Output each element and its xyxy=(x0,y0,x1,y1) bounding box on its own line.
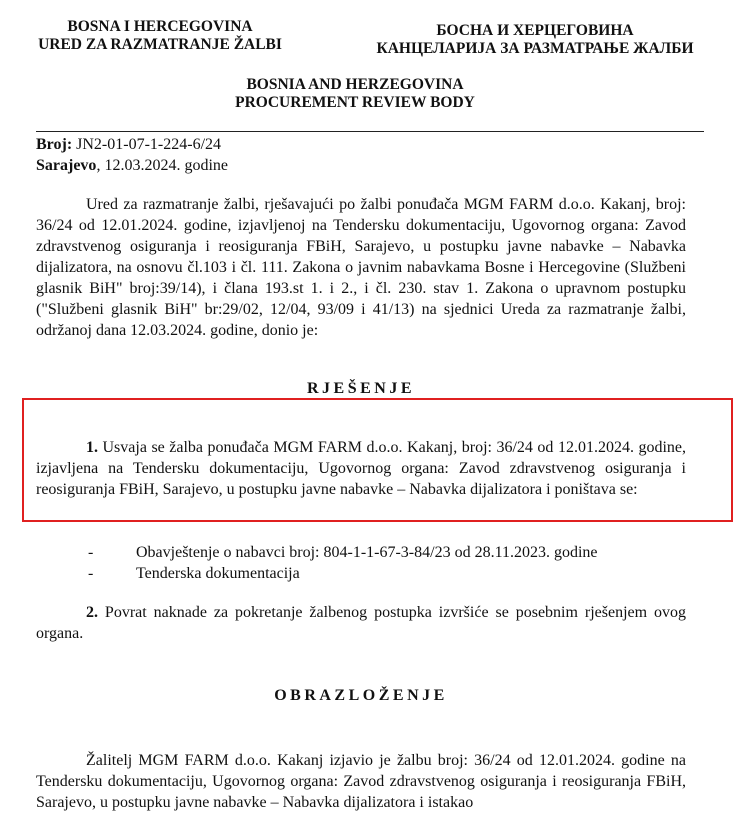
reference-value: JN2-01-07-1-224-6/24 xyxy=(72,136,222,153)
reference-label: Broj: xyxy=(36,136,73,153)
explanation-title: OBRAZLOŽENJE xyxy=(274,687,448,704)
header-left xyxy=(30,18,290,54)
header-left-office: URED ZA RAZMATRANJE ŽALBI xyxy=(38,36,282,53)
list-item xyxy=(88,542,688,563)
header-right xyxy=(365,22,705,58)
item-2-text: Povrat naknade za pokretanje žalbenog postupka izvršiće se posebnim rješenjem ovog organa. xyxy=(36,604,686,642)
explanation-paragraph: Žalitelj MGM FARM d.o.o. Kakanj izjavio je žalbu broj: 36/24 od 12.01.2024. godine na Tendersku dokumentaciju, Ugovornog organa: Zavod zdravstvenog osiguranja i reosiguranja FBiH, Sarajevo, u postupku javne nabavke – Nabavka dijalizatora i istakao xyxy=(36,752,686,811)
header-right-country: БОСНА И ХЕРЦЕГОВИНА xyxy=(436,22,634,39)
list-item-text: Tenderska dokumentacija xyxy=(136,565,300,582)
list-item-text: Obavještenje o nabavci broj: 804-1-1-67-3-84/23 od 28.11.2023. godine xyxy=(136,544,598,561)
list-item xyxy=(88,563,688,584)
header-divider xyxy=(36,131,704,132)
place-label: Sarajevo xyxy=(36,157,97,174)
bullet-dash: - xyxy=(88,544,94,561)
header-center xyxy=(190,76,520,112)
reference-number xyxy=(36,134,228,155)
item-1-number: 1. xyxy=(86,439,98,456)
decision-item-1 xyxy=(36,437,686,500)
decision-item-2 xyxy=(36,602,686,644)
intro-paragraph: Ured za razmatranje žalbi, rješavajući po žalbi ponuđača MGM FARM d.o.o. Kakanj, broj: 36/24 od 12.01.2024. godine, izjavljenoj na Tendersku dokumentaciju, Ugovornog organa: Zavod zdravstvenog osiguranja i reosiguranja FBiH, Sarajevo, u postupku javne nabavke – Nabavka dijalizatora, na osnovu čl.103 i čl. 111. Zakona o javnim nabavkama Bosne i Hercegovine (Službeni glasnik BiH" broj:39/14), i člana 193.st 1. i 2., i čl. 230. stav 1. Zakona o upravnom postupku ("Službeni glasnik BiH" br:29/02, 12/04, 93/09 i 41/13) na sjednici Ureda za razmatranje žalbi, održanoj dana 12.03.2024. godine, donio je: xyxy=(36,196,686,339)
annulled-items-list xyxy=(88,542,688,584)
decision-title: RJEŠENJE xyxy=(306,380,416,397)
document-date xyxy=(36,155,228,176)
item-1-text: Usvaja se žalba ponuđača MGM FARM d.o.o. Kakanj, broj: 36/24 od 12.01.2024. godine, izjavljena na Tendersku dokumentaciju, Ugovornog organa: Zavod zdravstvenog osiguranja i reosiguranja FBiH, Sarajevo, u postupku javne nabavke – Nabavka dijalizatora i poništava se: xyxy=(36,439,686,498)
header-center-office: PROCUREMENT REVIEW BODY xyxy=(235,94,475,111)
header-center-country: BOSNIA AND HERZEGOVINA xyxy=(246,76,464,93)
item-2-number: 2. xyxy=(86,604,98,621)
bullet-dash: - xyxy=(88,565,94,582)
document-meta xyxy=(36,134,228,176)
header-right-office: КАНЦЕЛАРИЈА ЗА РАЗМАТРАЊЕ ЖАЛБИ xyxy=(376,40,694,57)
date-value: , 12.03.2024. godine xyxy=(96,157,228,174)
header-left-country: BOSNA I HERCEGOVINA xyxy=(67,18,253,35)
